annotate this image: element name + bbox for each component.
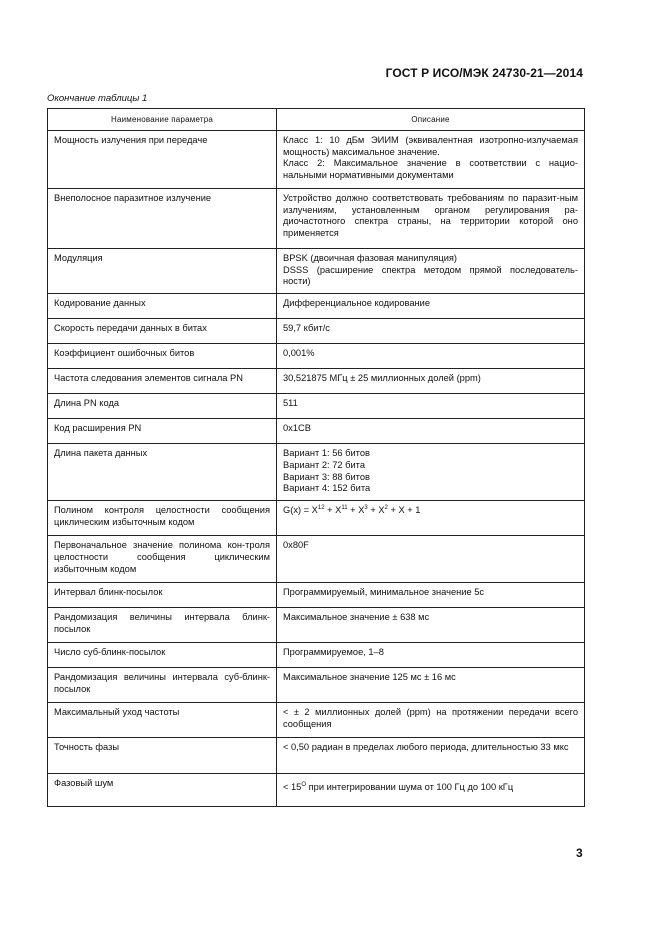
desc-cell: 30,521875 МГц ± 25 миллионных долей (ppm) <box>277 369 585 394</box>
page-number: 3 <box>576 846 583 860</box>
column-header-description: Описание <box>277 109 585 131</box>
desc-cell: Устройство должно соответствовать требованиям по паразит-ным излучениям, установленным органом регулирования ра-диочастотного спектра страны, на территории которой оно применяется <box>277 189 585 249</box>
desc-cell <box>277 131 585 189</box>
param-cell: Мощность излучения при передаче <box>48 131 277 189</box>
table-row <box>48 249 585 294</box>
desc-line: Вариант 3: 88 битов <box>283 471 370 482</box>
table-row <box>48 419 585 444</box>
param-cell: Интервал блинк-посылок <box>48 583 277 608</box>
desc-line: нальными нормативными документами <box>283 170 454 181</box>
param-cell: Полином контроля целостности сообщения циклическим избыточным кодом <box>48 501 277 536</box>
desc-cell: Дифференциальное кодирование <box>277 294 585 319</box>
param-cell: Код расширения PN <box>48 419 277 444</box>
param-cell: Внеполосное паразитное излучение <box>48 189 277 249</box>
desc-cell: Максимальное значение ± 638 мс <box>277 608 585 643</box>
param-cell: Длина PN кода <box>48 394 277 419</box>
desc-cell <box>277 249 585 294</box>
table-row <box>48 189 585 249</box>
param-cell: Длина пакета данных <box>48 444 277 501</box>
table-row <box>48 444 585 501</box>
crc-polynomial: $G(x) = X^{12} + X^{11} + X^3 + X^2 + X + 1$ <box>283 505 421 516</box>
param-cell: Скорость передачи данных в битах <box>48 319 277 344</box>
param-cell: Частота следования элементов сигнала PN <box>48 369 277 394</box>
parameters-table <box>47 108 585 807</box>
desc-cell <box>277 501 585 536</box>
param-cell: Первоначальное значение полинома кон-троля целостности сообщения циклическим избыточным кодом <box>48 536 277 583</box>
desc-line: мощность) максимальное значение. <box>283 146 440 157</box>
table-row <box>48 583 585 608</box>
param-cell: Коэффициент ошибочных битов <box>48 344 277 369</box>
table-row <box>48 131 585 189</box>
table-header-row <box>48 109 585 131</box>
desc-line: Вариант 4: 152 бита <box>283 483 371 494</box>
param-cell: Число суб-блинк-посылок <box>48 643 277 668</box>
desc-line: Класс 2: Максимальное значение в соответствии с нацио- <box>283 158 578 169</box>
desc-cell: 0x80F <box>277 536 585 583</box>
table-row <box>48 536 585 583</box>
desc-cell: Максимальное значение 125 мс ± 16 мс <box>277 668 585 703</box>
desc-line: BPSK (двоичная фазовая манипуляция) <box>283 253 458 263</box>
desc-line: Вариант 2: 72 бита <box>283 459 365 470</box>
param-cell: Фазовый шум <box>48 774 277 807</box>
desc-cell: 0x1CB <box>277 419 585 444</box>
table-row <box>48 294 585 319</box>
param-cell: Рандомизация величины интервала блинк-посылок <box>48 608 277 643</box>
table-row <box>48 394 585 419</box>
table-row <box>48 344 585 369</box>
document-code-header: ГОСТ Р ИСО/МЭК 24730-21—2014 <box>385 66 583 80</box>
param-cell: Рандомизация величины интервала суб-блинк-посылок <box>48 668 277 703</box>
param-cell: Точность фазы <box>48 738 277 774</box>
table-row <box>48 703 585 738</box>
table-row <box>48 319 585 344</box>
table-row <box>48 774 585 807</box>
table-row <box>48 608 585 643</box>
table-row <box>48 369 585 394</box>
desc-line: DSSS (расширение спектра методом прямой последователь- <box>283 264 578 275</box>
desc-line: ности) <box>283 276 311 287</box>
desc-cell: Программируемый, минимальное значение 5с <box>277 583 585 608</box>
table-row <box>48 501 585 536</box>
desc-cell: 59,7 кбит/с <box>277 319 585 344</box>
desc-cell <box>277 774 585 807</box>
desc-cell: < 0,50 радиан в пределах любого периода, длительностью 33 мкс <box>277 738 585 774</box>
desc-cell <box>277 444 585 501</box>
table-caption: Окончание таблицы 1 <box>47 93 148 104</box>
param-cell: Модуляция <box>48 249 277 294</box>
desc-line: Вариант 1: 56 битов <box>283 448 370 459</box>
desc-line: Класс 1: 10 дБм ЭИИМ (эквивалентная изотропно-излучаемая <box>283 135 578 145</box>
desc-cell: 511 <box>277 394 585 419</box>
column-header-parameter: Наименование параметра <box>48 109 277 131</box>
desc-cell: 0,001% <box>277 344 585 369</box>
phase-noise-value: < $15^О$ при интегрировании шума от 100 Гц до 100 кГц <box>283 782 514 793</box>
table-row <box>48 643 585 668</box>
table-row <box>48 738 585 774</box>
desc-cell: Программируемое, 1–8 <box>277 643 585 668</box>
table-row <box>48 668 585 703</box>
desc-cell: < ± 2 миллионных долей (ppm) на протяжении передачи всего сообщения <box>277 703 585 738</box>
param-cell: Максимальный уход частоты <box>48 703 277 738</box>
param-cell: Кодирование данных <box>48 294 277 319</box>
